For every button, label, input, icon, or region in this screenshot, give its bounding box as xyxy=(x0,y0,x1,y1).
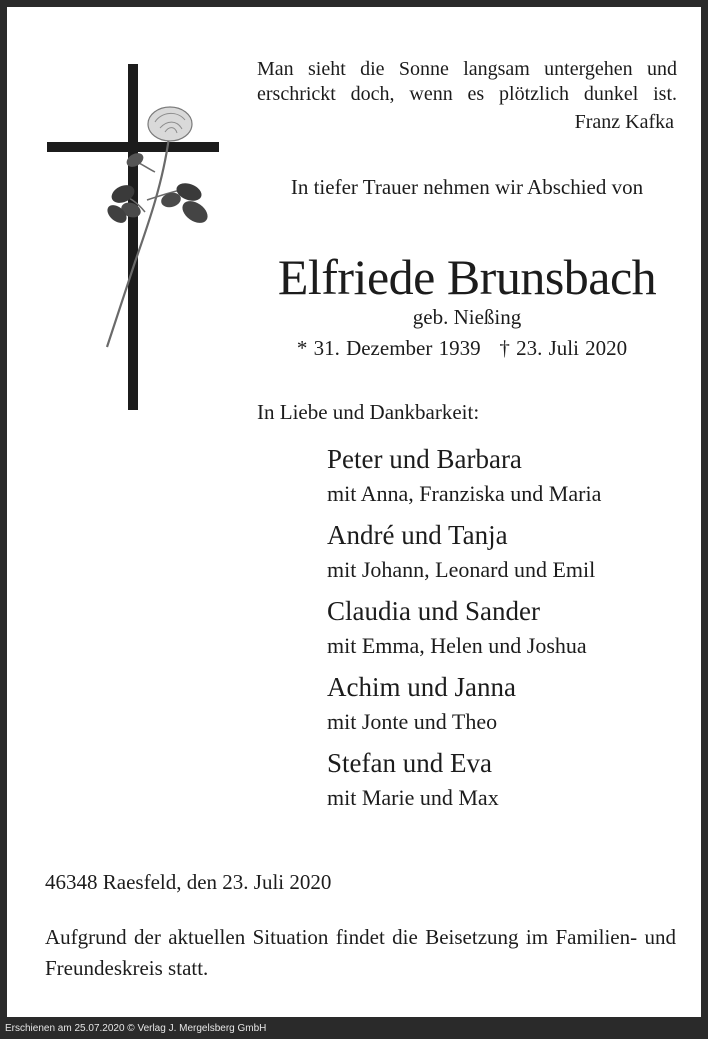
obituary-card xyxy=(7,7,701,1017)
deceased-name: Elfriede Brunsbach xyxy=(277,249,657,305)
family-couple: Claudia und Sander xyxy=(327,596,540,626)
family-couple: André und Tanja xyxy=(327,520,508,550)
birth-name: geb. Nießing xyxy=(412,305,522,329)
publisher-footer: Erschienen am 25.07.2020 © Verlag J. Mergelsberg GmbH xyxy=(5,1023,267,1034)
family-children: mit Emma, Helen und Joshua xyxy=(327,633,587,658)
family-couple: Peter und Barbara xyxy=(327,444,522,474)
quote-author: Franz Kafka xyxy=(574,111,674,133)
family-entry xyxy=(327,594,601,663)
thanks-heading: In Liebe und Dankbarkeit: xyxy=(257,400,480,424)
family-entry xyxy=(327,442,601,511)
rose-icon xyxy=(97,102,227,352)
family-couple: Achim und Janna xyxy=(327,672,516,702)
family-entry xyxy=(327,518,601,587)
family-couple: Stefan und Eva xyxy=(327,748,492,778)
life-dates: * 31. Dezember 1939 † 23. Juli 2020 xyxy=(296,336,628,360)
family-children: mit Marie und Max xyxy=(327,785,499,810)
family-entry xyxy=(327,746,601,815)
family-children: mit Anna, Franziska und Maria xyxy=(327,481,602,506)
place-date: 46348 Raesfeld, den 23. Juli 2020 xyxy=(45,870,332,894)
intro-text: In tiefer Trauer nehmen wir Abschied von xyxy=(290,175,644,199)
burial-notice: Aufgrund der aktuellen Situation findet die Beisetzung im Familien- und Freundeskreis statt. xyxy=(45,925,676,980)
family-entry xyxy=(327,670,601,739)
family-children: mit Jonte und Theo xyxy=(327,709,498,734)
quote-text: Man sieht die Sonne langsam untergehen und erschrickt doch, wenn es plötzlich dunkel ist. xyxy=(257,58,677,105)
family-list xyxy=(327,442,601,822)
family-children: mit Johann, Leonard und Emil xyxy=(327,557,596,582)
